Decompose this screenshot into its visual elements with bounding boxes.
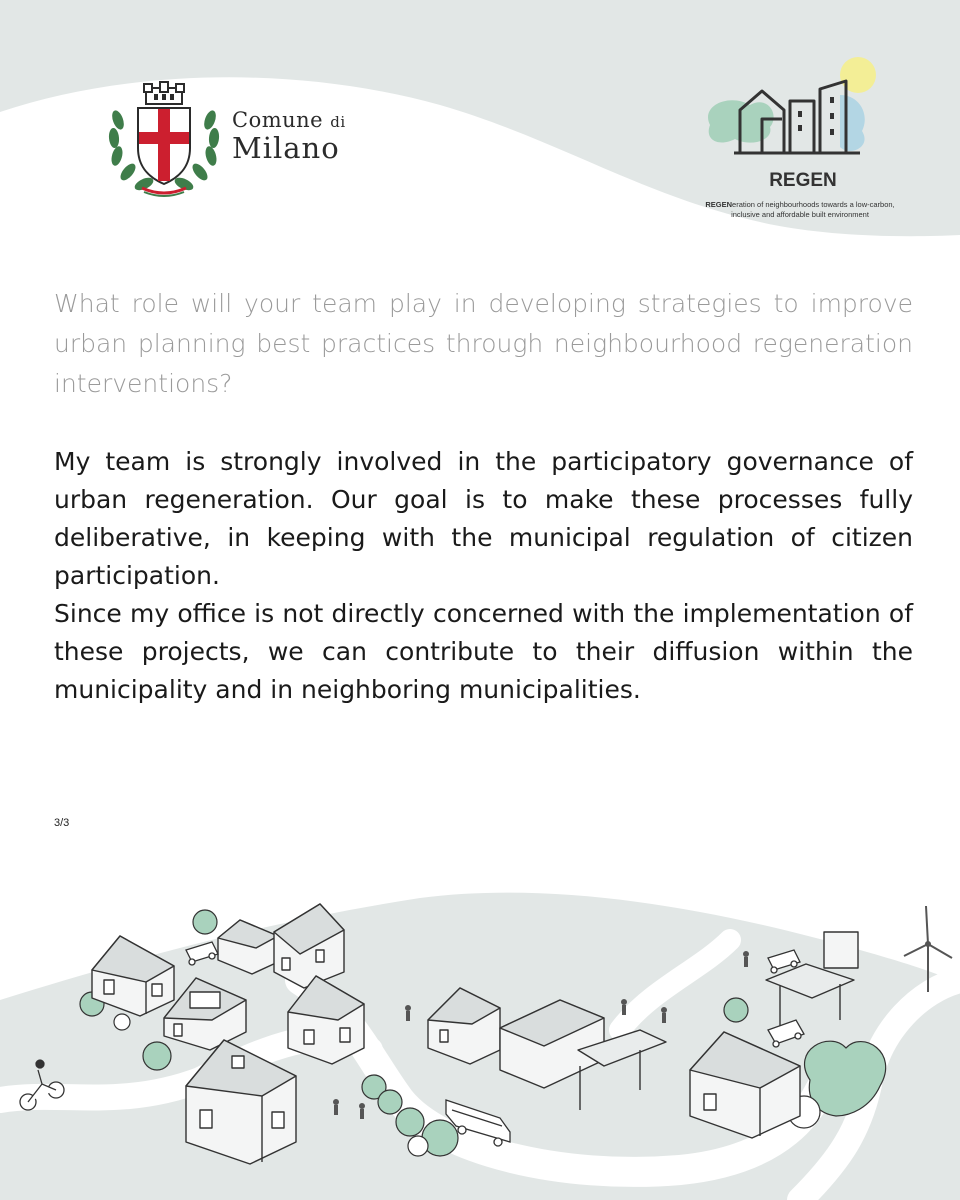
tree-icon (114, 1014, 130, 1030)
milano-crest-icon (104, 80, 224, 200)
regen-title: REGEN (769, 170, 837, 191)
tree-icon (143, 1042, 171, 1070)
interview-question: What role will your team play in developing strategies to improve urban planning best practices through neighbourhood regeneration interventions? (54, 289, 913, 398)
page-indicator: 3/3 (54, 817, 70, 829)
milano-wordmark: Comune di Milano (232, 108, 346, 165)
answer-paragraph-2: Since my office is not directly concerned with the implementation of these projects, we can contribute to their diffusion within the municipality and in neighboring municipalities. (54, 599, 913, 704)
tree-icon (408, 1136, 428, 1156)
tree-icon (193, 910, 217, 934)
answer-paragraph-1: My team is strongly involved in the participatory governance of urban regeneration. Our goal is to make these processes fully deliberative, in keeping with the municipal regulation of citizen participation. (54, 447, 913, 590)
neighbourhood-illustration (0, 880, 960, 1200)
regen-subtitle: REGENeration of neighbourhoods towards a low-carbon, inclusive and affordable built environment (705, 200, 895, 219)
comune-di-milano-logo (104, 80, 364, 200)
tree-icon (378, 1090, 402, 1114)
tree-icon (396, 1108, 424, 1136)
tree-icon (724, 998, 748, 1022)
